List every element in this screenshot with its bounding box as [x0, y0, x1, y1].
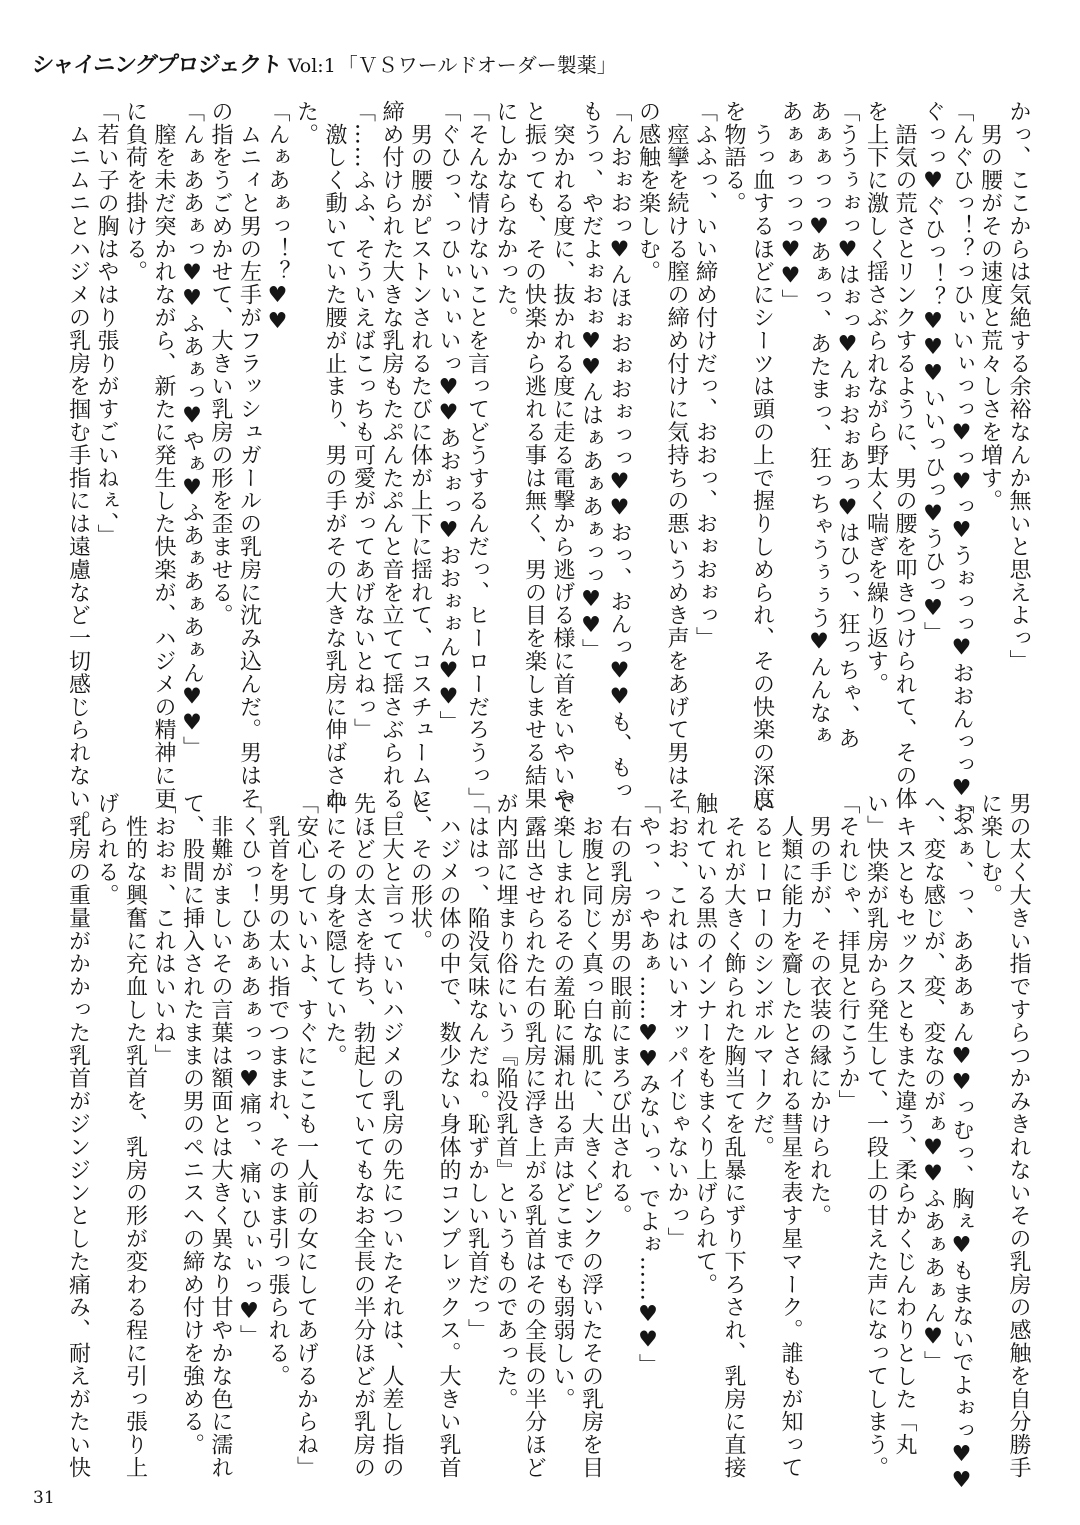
text-column: ぐっっ♥ぐひっ！？♥♥♥いいっひっ♥うひっ♥」	[920, 100, 946, 645]
text-column: 「んぁあぁっ！？♥♥	[265, 100, 290, 335]
text-column: 先ほどの太さを持ち、勃起していてもなお全長の半分ほどが乳房の	[350, 792, 376, 1479]
text-column: た。	[293, 100, 319, 146]
text-column: へ、変な感じが、変、変なのがぁ♥♥ふあぁあぁん♥」	[920, 792, 946, 1374]
text-column: 巨大と言っていいハジメの乳房の先についたそれは、人差し指の	[379, 792, 404, 1479]
text-column: ハジメの体の中で、数少ない身体的コンプレックス。大きい乳首	[436, 792, 461, 1479]
text-column: 「そんな情けないことを言ってどうするんだっ、ヒーローだろうっ」	[464, 100, 490, 810]
text-column: 「くひっ！ひあぁあぁっっ♥痛っ、痛いひぃぃっ♥」	[236, 792, 262, 1348]
text-column: で楽しまれるその羞恥に漏れ出る声はどこまでも弱弱しい。	[550, 792, 575, 1411]
text-column: げられる。	[94, 792, 119, 907]
text-column: ムニムニとハジメの乳房を掴む手指には遠慮など一切感じられない。	[65, 100, 91, 833]
text-column: に楽しむ。	[977, 792, 1003, 907]
text-column: 「んぐひっ！？っひぃいぃっっ♥っ♥っ♥うぉっっ♥おおんっっ♥お	[949, 100, 974, 825]
episode-subtitle: 「ＶＳワールドオーダー製薬」	[337, 53, 617, 77]
text-column: 非難がましいその言葉は額面とは大きく異なり甘やかな色に濡れ	[208, 792, 233, 1479]
text-column: 「んぁああぁっ♥♥ふあぁっ♥やぁ♥ふあぁあぁあぁん♥♥」	[179, 100, 205, 760]
text-column: 男の腰がその速度と荒々しさを増す。	[977, 100, 1003, 513]
text-column: て、股間に挿入されたままの男のペニスへの締め付けを強める。	[179, 792, 205, 1457]
text-column: 右の乳房が男の眼前にまろび出される。	[607, 792, 632, 1228]
text-column: と、その形状。	[407, 792, 433, 953]
text-column: あぁぁっっっ♥♥」	[778, 100, 803, 313]
text-column: にしかならなかった。	[493, 100, 518, 329]
text-column: あぁぁっっ♥あぁっ、あたまっ、狂っちゃうぅぅう♥んんなぁ	[806, 100, 832, 748]
text-column: 触れている黒のインナーをもまくり上げられて。	[692, 792, 718, 1296]
text-column: 痙攣を続ける膣の締め付けに気持ちの悪いうめき声をあげて男はそ	[664, 100, 689, 810]
text-column: 「んおぉおっ♥んほぉおぉおぉっっ♥♥おっ、おんっ♥♥も、もっ	[607, 100, 632, 802]
text-column: うっ血するほどにシーツは頭の上で握りしめられ、その快楽の深度	[749, 100, 775, 810]
text-column: を上下に激しく揺さぶられながら野太く喘ぎを繰り返す。	[863, 100, 889, 696]
volume-label: Vol:1	[287, 55, 336, 77]
text-column: それが大きく飾られた胸当てを乱暴にずり下ろされ、乳房に直接	[721, 792, 746, 1479]
text-column: 「ううぅぉっ♥はぉっ♥んぉおぉあっ♥はひっ、狂っちゃ、あ	[835, 100, 860, 751]
text-column: が内部に埋まり俗にいう『陥没乳首』というものであった。	[493, 792, 518, 1411]
page-number: 31	[33, 1488, 55, 1508]
text-column: い」快楽が乳房から発生して、一段上の甘えた声になってしまう。	[863, 792, 889, 1479]
text-column: お腹と同じく真っ白な肌に、大きくピンクの浮いたその乳房を目	[578, 792, 604, 1479]
text-column: 人類に能力を齎したとされる彗星を表す星マーク。誰もが知って	[778, 792, 803, 1479]
text-column: 「おお、これはいいオッパイじゃないかっ」	[664, 792, 689, 1250]
text-column: もうっ、やだよぉおぉ♥♥んはぁあぁあぁっっ♥♥」	[578, 100, 604, 662]
text-column: 性的な興奮に充血した乳首を、乳房の形が変わる程に引っ張り上	[122, 792, 148, 1479]
text-column: 露出させられた右の乳房に浮き上がる乳首はその全長の半分ほど	[521, 792, 547, 1479]
text-column: 膣を未だ突かれながら、新たに発生した快楽が、ハジメの精神に更	[151, 100, 176, 810]
text-column: 締め付けられた大きな乳房もたぷんたぷんと音を立てて揺さぶられる。	[379, 100, 404, 833]
text-column: と振っても、その快楽から逃れる事は無く、男の目を楽しませる結果	[521, 100, 547, 810]
text-column: 語気の荒さとリンクするように、男の腰を叩きつけられて、その体	[892, 100, 917, 810]
text-column: ムニィと男の左手がフラッシュガールの乳房に沈み込んだ。男はそ	[236, 100, 262, 810]
text-column: の感触を楽しむ。	[635, 100, 661, 284]
text-column: 「やっ、っやあぁ……♥♥みないっ、でよぉ……♥♥」	[635, 792, 661, 1377]
text-column: 中にその身を隠していた。	[322, 792, 347, 1067]
text-column: 乳首を男の太い指でつままれ、そのまま引っ張られる。	[265, 792, 290, 1388]
text-column: 激しく動いていた腰が止まり、男の手がその大きな乳房に伸ばされ	[322, 100, 347, 810]
text-column: 乳房の重量がかかった乳首がジンジンとした痛み、耐えがたい快	[65, 792, 91, 1479]
lower-text-block	[57, 792, 1032, 1492]
text-column: 「ふふっ、いい締め付けだっ、おおっ、おぉおぉっ」	[692, 100, 718, 650]
text-column: 「ははっ、陥没気味なんだね。恥ずかしい乳首だっ」	[464, 792, 490, 1342]
series-title: シャイニングプロジェクト	[30, 53, 283, 78]
text-column: 「ぐひっ、っひぃいぃいっ♥♥あおぉっ♥おおぉぉん♥♥」	[436, 100, 461, 734]
text-column: かっ、ここからは気絶する余裕なんか無いと思えよっ」	[1006, 100, 1031, 673]
text-column: 「……ふふ、そういえばこっちも可愛がってあげないとねっ」	[350, 100, 376, 742]
text-column: の指をうごめかせて、大きい乳房の形を歪ませる。	[208, 100, 233, 627]
text-column: 男の腰がピストンされるたびに体が上下に揺れて、コスチュームに	[407, 100, 433, 810]
text-column: 「おおぉ、これはいいね」	[151, 792, 176, 1067]
text-column: 「安心していいよ、すぐにここも一人前の女にしてあげるからね」	[293, 792, 319, 1479]
text-column: 男の手が、その衣装の縁にかけられた。	[806, 792, 832, 1228]
text-column: を物語る。	[721, 100, 746, 215]
text-column: キスともセックスともまた違う、柔らかくじんわりとした「丸	[892, 792, 917, 1457]
text-column: 突かれる度に、抜かれる度に走る電撃から逃げる様に首をいやいや	[550, 100, 575, 810]
text-column: いるヒーローのシンボルマークだ。	[749, 792, 775, 1159]
text-column: 「若い子の胸はやはり張りがすごいねぇ、」	[94, 100, 119, 547]
running-header	[32, 48, 617, 79]
upper-text-block	[57, 100, 1032, 833]
text-column: 「ふぁ、っ、あああぁん♥♥っむっ、胸ぇ♥もまないでよぉっ♥♥	[949, 792, 974, 1494]
text-column: 男の太く大きい指ですらつかみきれないその乳房の感触を自分勝手	[1006, 792, 1031, 1479]
text-column: 「それじゃ、拝見と行こうか」	[835, 792, 860, 1113]
text-column: に負荷を掛ける。	[122, 100, 148, 284]
